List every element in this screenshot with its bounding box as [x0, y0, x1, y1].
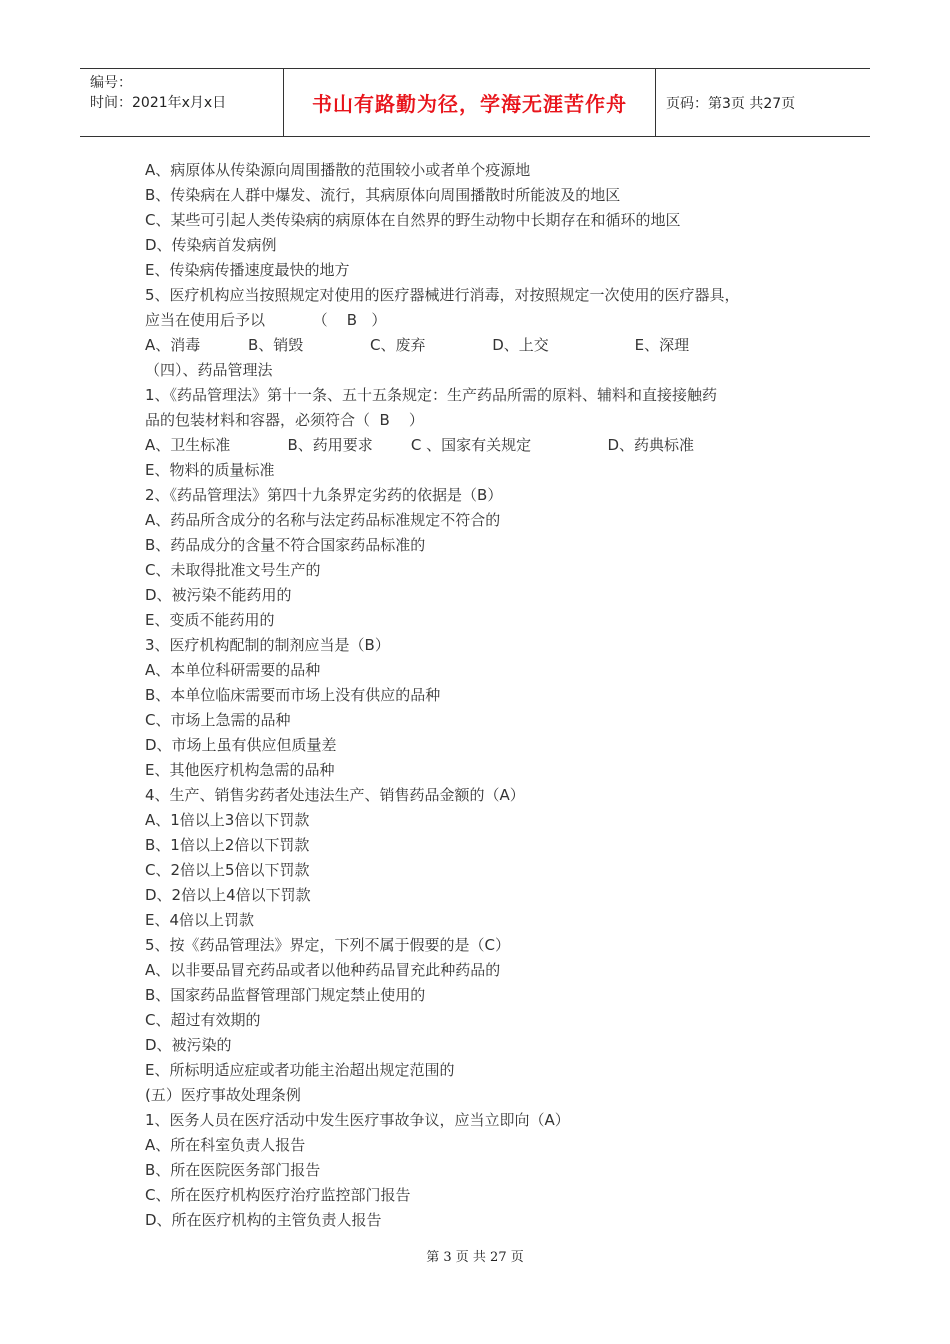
text-line: D、被污染的 [145, 1036, 232, 1054]
text-line: E、4倍以上罚款 [145, 911, 255, 929]
page-header [80, 68, 870, 137]
text-line: D、2倍以上4倍以下罚款 [145, 886, 311, 904]
text-line: 应当在使用后予以 （ B ） [145, 311, 387, 329]
text-line: (五）医疗事故处理条例 [145, 1086, 301, 1104]
text-line: A、以非要品冒充药品或者以他种药品冒充此种药品的 [145, 961, 501, 979]
text-line: C、所在医疗机构医疗治疗监控部门报告 [145, 1186, 411, 1204]
text-line: D、传染病首发病例 [145, 236, 277, 254]
text-line: A、所在科室负责人报告 [145, 1136, 306, 1154]
text-line: B、药品成分的含量不符合国家药品标准的 [145, 536, 426, 554]
text-line: A、卫生标准 B、药用要求 C 、国家有关规定 D、药典标准 [145, 436, 694, 454]
document-number: 编号： [90, 75, 132, 91]
text-line: C、超过有效期的 [145, 1011, 261, 1029]
text-line: 品的包装材料和容器，必须符合（ B ） [145, 411, 424, 429]
document-body [145, 158, 815, 1233]
text-line: E、变质不能药用的 [145, 611, 275, 629]
text-line: 2、《药品管理法》第四十九条界定劣药的依据是（B） [145, 486, 503, 504]
text-line: D、所在医疗机构的主管负责人报告 [145, 1211, 382, 1229]
document-date: 时间：2021年x月x日 [90, 95, 227, 111]
page-footer: 第 3 页 共 27 页 [426, 1250, 524, 1265]
text-line: A、病原体从传染源向周围播散的范围较小或者单个疫源地 [145, 161, 531, 179]
text-line: 4、生产、销售劣药者处违法生产、销售药品金额的（A） [145, 786, 525, 804]
text-line: C、2倍以上5倍以下罚款 [145, 861, 310, 879]
text-line: B、传染病在人群中爆发、流行，其病原体向周围播散时所能波及的地区 [145, 186, 621, 204]
text-line: E、其他医疗机构急需的品种 [145, 761, 335, 779]
text-line: 1、医务人员在医疗活动中发生医疗事故争议，应当立即向（A） [145, 1111, 570, 1129]
text-line: C、市场上急需的品种 [145, 711, 291, 729]
text-line: A、1倍以上3倍以下罚款 [145, 811, 310, 829]
text-line: B、1倍以上2倍以下罚款 [145, 836, 310, 854]
text-line: 5、按《药品管理法》界定，下列不属于假要的是（C） [145, 936, 511, 954]
text-line: D、被污染不能药用的 [145, 586, 292, 604]
text-line: E、传染病传播速度最快的地方 [145, 261, 350, 279]
text-line: A、药品所含成分的名称与法定药品标准规定不符合的 [145, 511, 501, 529]
header-page-number: 页码：第3页 共27页 [666, 95, 796, 112]
text-line: A、消毒 B、销毁 C、废弃 D、上交 E、深理 [145, 336, 690, 354]
text-line: B、本单位临床需要而市场上没有供应的品种 [145, 686, 441, 704]
text-line: （四）、药品管理法 [145, 361, 273, 379]
text-line: 1、《药品管理法》第十一条、五十五条规定：生产药品所需的原料、辅料和直接接触药 [145, 386, 718, 404]
text-line: C、某些可引起人类传染病的病原体在自然界的野生动物中长期存在和循环的地区 [145, 211, 681, 229]
header-left [80, 69, 283, 136]
text-line: E、所标明适应症或者功能主治超出规定范围的 [145, 1061, 455, 1079]
text-line: B、国家药品监督管理部门规定禁止使用的 [145, 986, 426, 1004]
text-line: 5、医疗机构应当按照规定对使用的医疗器械进行消毒，对按照规定一次使用的医疗器具， [145, 286, 740, 304]
text-line: B、所在医院医务部门报告 [145, 1161, 321, 1179]
text-line: 3、医疗机构配制的制剂应当是（B） [145, 636, 390, 654]
text-line: C、未取得批准文号生产的 [145, 561, 321, 579]
text-line: E、物料的质量标准 [145, 461, 275, 479]
text-line: D、市场上虽有供应但质量差 [145, 736, 337, 754]
header-motto: 书山有路勤为径，学海无涯苦作舟 [283, 69, 656, 136]
text-line: A、本单位科研需要的品种 [145, 661, 321, 679]
